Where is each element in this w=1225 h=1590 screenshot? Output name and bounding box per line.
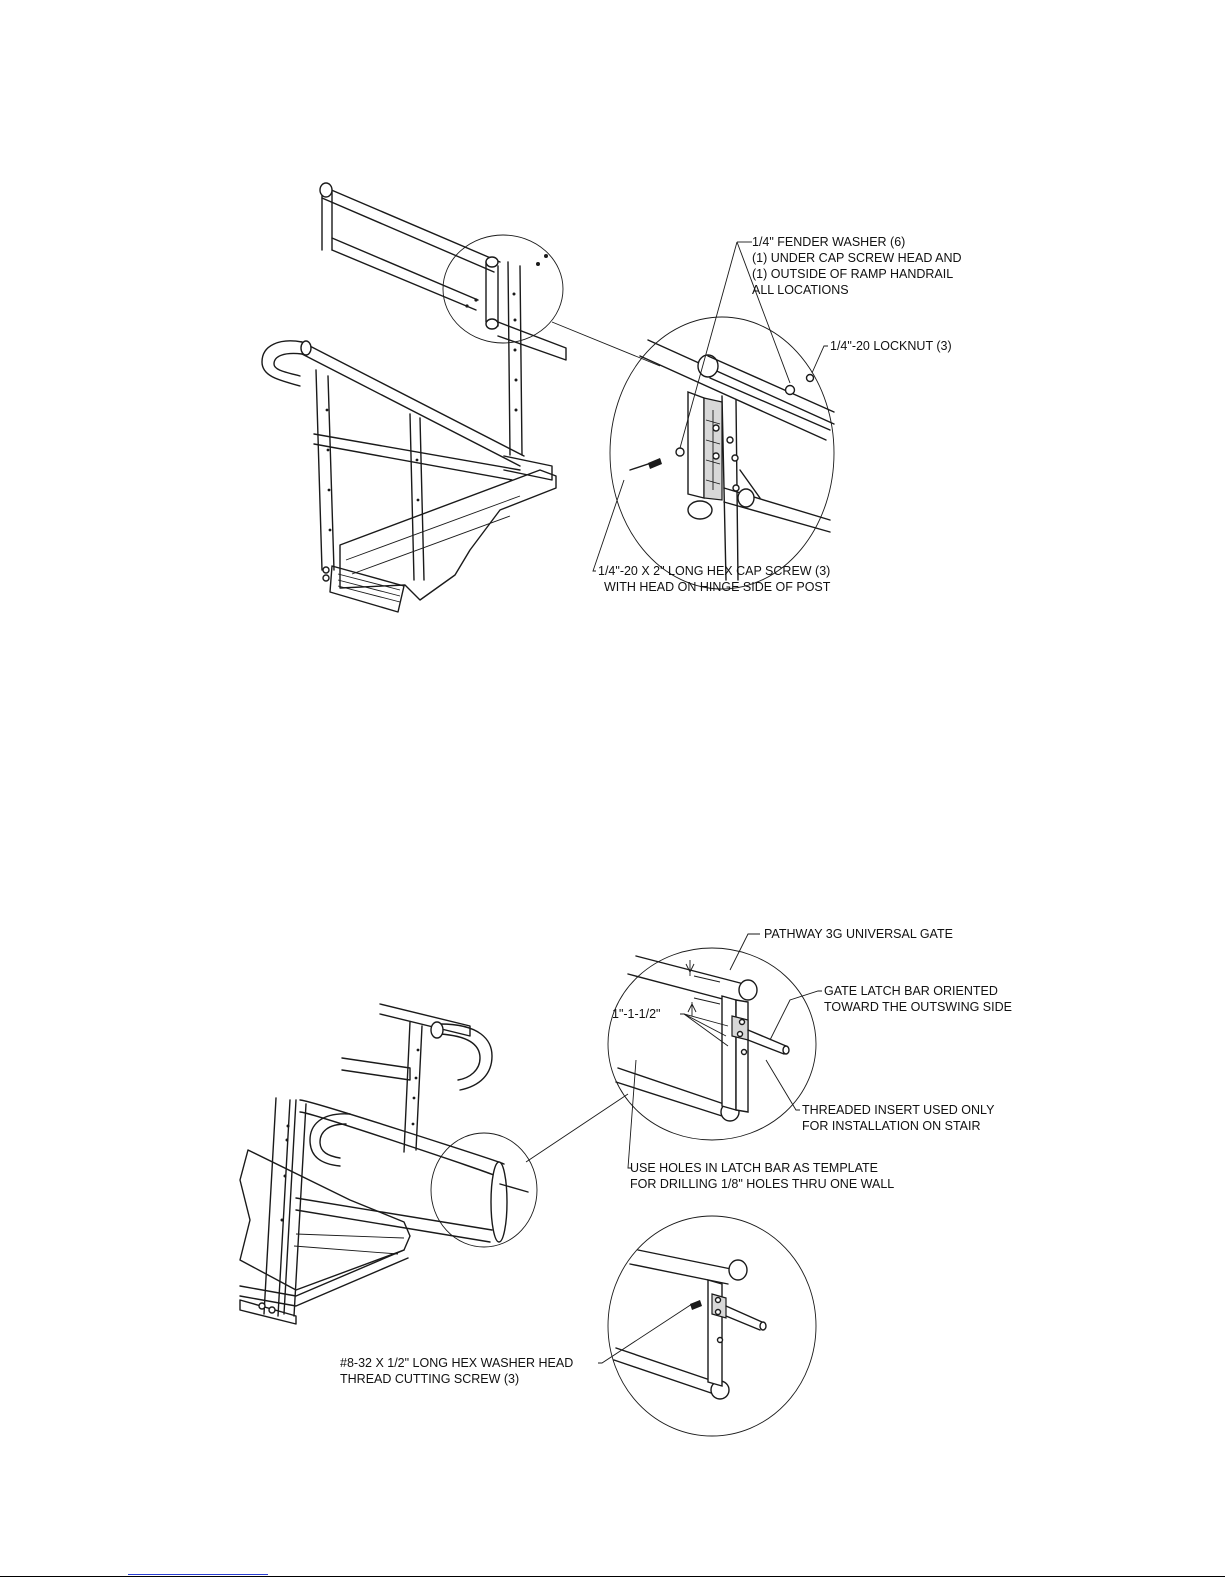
thread-screw-label: #8-32 X 1/2" LONG HEX WASHER HEAD THREAD CUTTING SCREW (3) — [340, 1356, 574, 1386]
latch-bar-label: GATE LATCH BAR ORIENTED TOWARD THE OUTSWING SIDE — [824, 984, 1012, 1014]
fender-washer-label: 1/4" FENDER WASHER (6) (1) UNDER CAP SCREW HEAD AND (1) OUTSIDE OF RAMP HANDRAIL ALL LOCATIONS — [752, 235, 962, 297]
locknut-label: 1/4"-20 LOCKNUT (3) — [830, 339, 952, 353]
footer-rule — [0, 1576, 1225, 1577]
footer-link-underline[interactable] — [128, 1574, 268, 1575]
gate-label: PATHWAY 3G UNIVERSAL GATE — [764, 927, 953, 941]
cap-screw-label: 1/4"-20 X 2" LONG HEX CAP SCREW (3) WITH HEAD ON HINGE SIDE OF POST — [598, 564, 831, 594]
ramp-handrail-assembly — [262, 183, 834, 612]
drill-holes-label: USE HOLES IN LATCH BAR AS TEMPLATE FOR DRILLING 1/8" HOLES THRU ONE WALL — [630, 1161, 895, 1191]
threaded-insert-label: THREADED INSERT USED ONLY FOR INSTALLATION ON STAIR — [802, 1103, 995, 1133]
detail-circle-small — [443, 235, 563, 343]
dimension-label: 1"-1-1/2" — [612, 1007, 661, 1021]
